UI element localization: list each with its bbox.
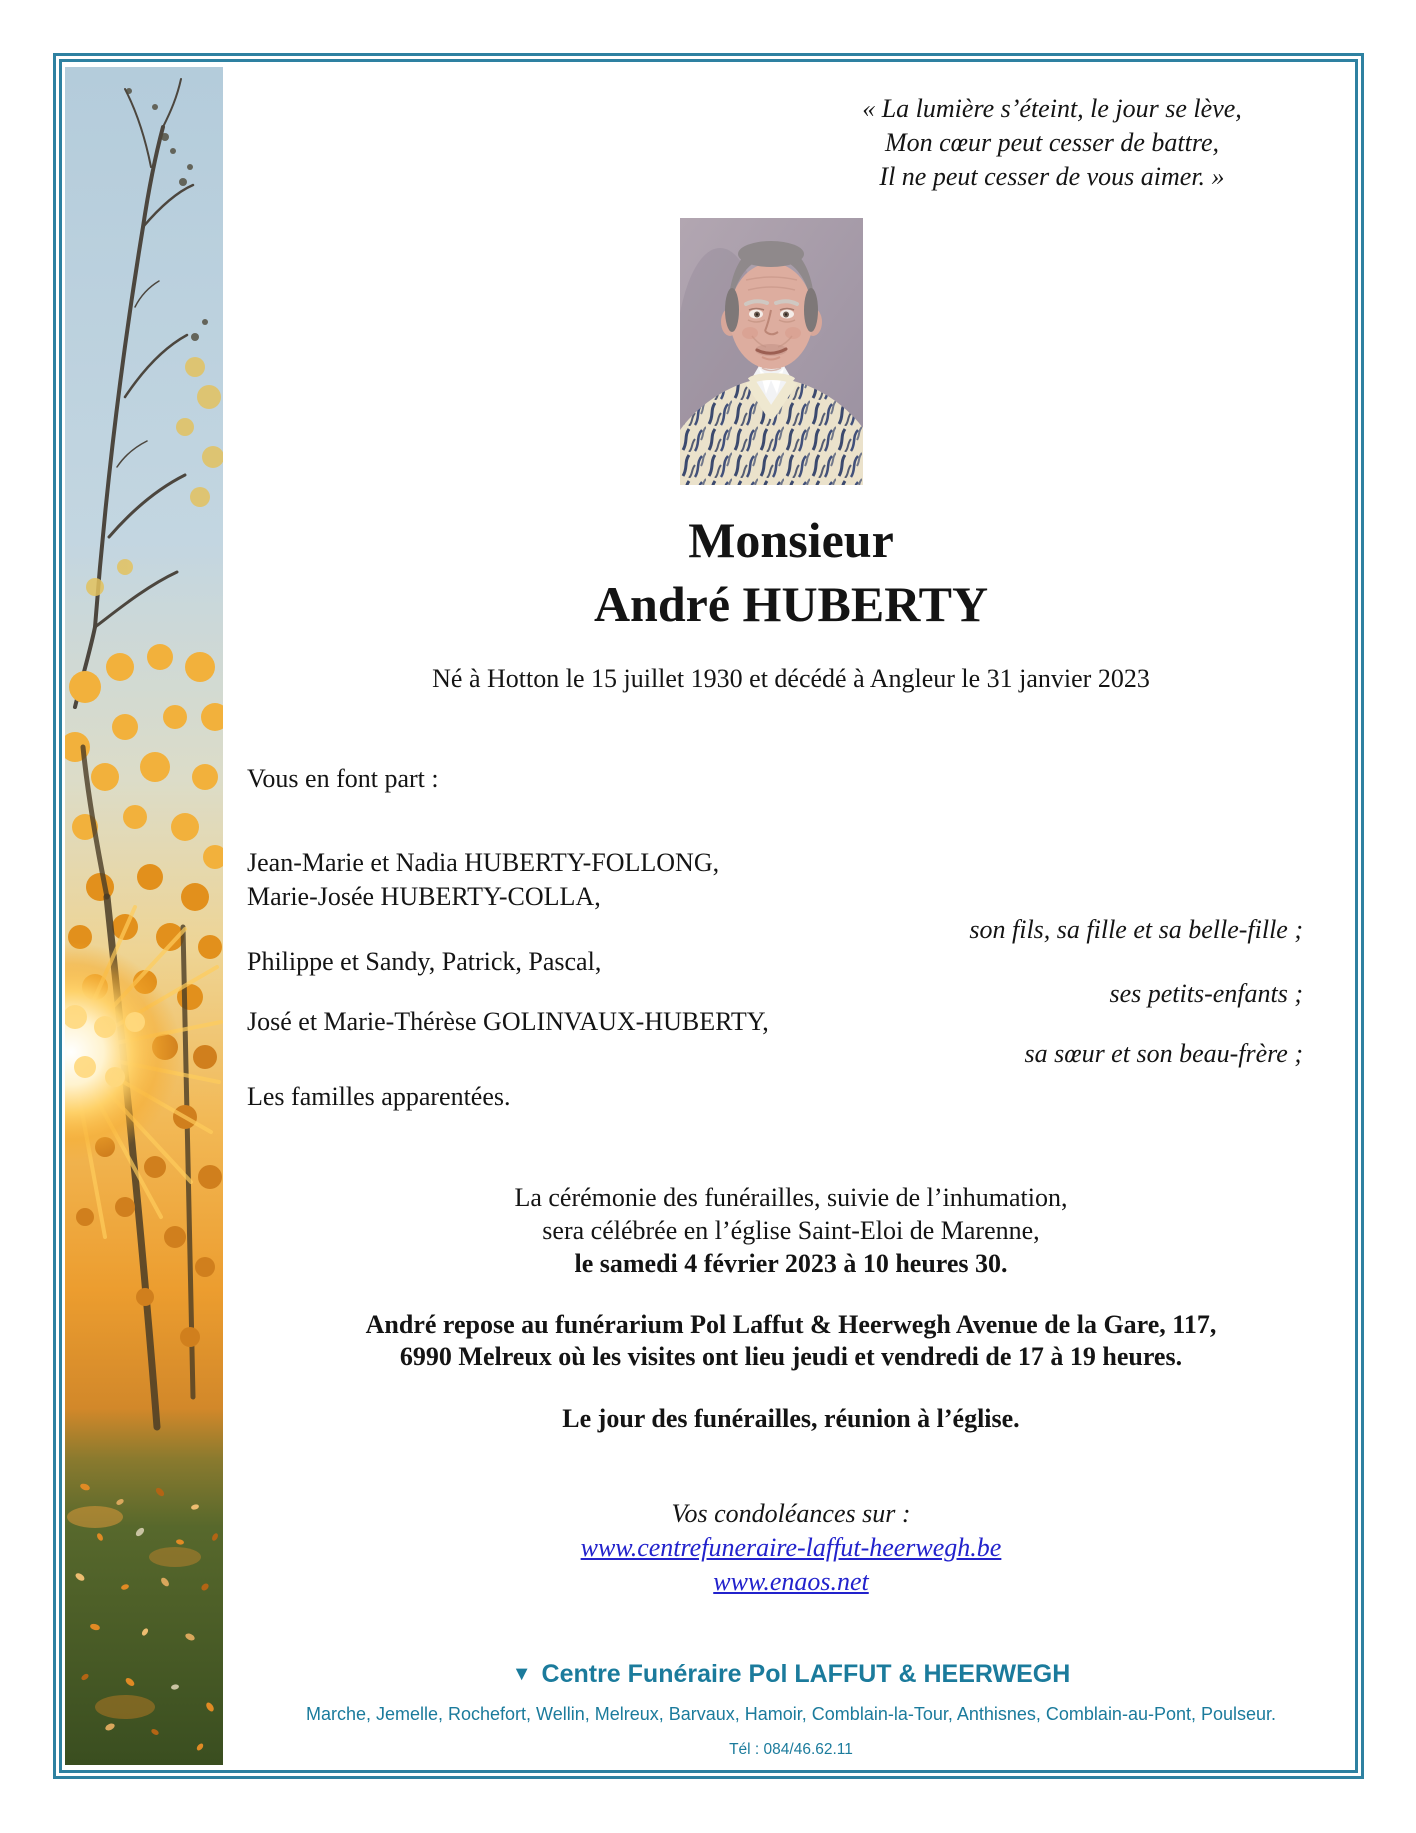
repose-line: André repose au funérarium Pol Laffut & Heerwegh Avenue de la Gare, 117, [365, 1310, 1217, 1339]
triangle-marker-icon: ▼ [511, 1663, 532, 1685]
condolences-block [221, 1497, 1361, 1599]
family-names-line: José et Marie-Thérèse GOLINVAUX-HUBERTY, [247, 1007, 769, 1036]
opening-quote [772, 92, 1332, 194]
portrait-illustration [680, 218, 863, 485]
family-names-line: Marie-Josée HUBERTY-COLLA, [247, 882, 601, 911]
quote-line: Il ne peut cesser de vous aimer. » [879, 162, 1225, 191]
condolences-link-2[interactable]: www.enaos.net [713, 1567, 869, 1596]
portrait-photo [680, 218, 863, 485]
company-name: Centre Funéraire Pol LAFFUT & HEERWEGH [541, 1660, 1071, 1688]
condolences-link-1[interactable]: www.centrefuneraire-laffut-heerwegh.be [580, 1533, 1002, 1562]
quote-line: Mon cœur peut cesser de battre, [884, 128, 1220, 157]
family-list [247, 842, 1303, 1142]
ceremony-details [221, 1181, 1361, 1280]
honorific: Monsieur [688, 512, 894, 568]
announcement-intro: Vous en font part : [247, 764, 439, 793]
company-phone: Tél : 084/46.62.11 [729, 1741, 853, 1758]
family-relation-line: son fils, sa fille et sa belle-fille ; [969, 915, 1303, 944]
life-dates: Né à Hotton le 15 juillet 1930 et décédé à Angleur le 31 janvier 2023 [432, 664, 1150, 693]
family-closing-line: Les familles apparentées. [247, 1082, 511, 1111]
ceremony-line: sera célébrée en l’église Saint-Eloi de Marenne, [542, 1216, 1040, 1245]
ceremony-date-line: le samedi 4 février 2023 à 10 heures 30. [574, 1249, 1008, 1278]
company-locations: Marche, Jemelle, Rochefort, Wellin, Melreux, Barvaux, Hamoir, Comblain-la-Tour, Anthisnes, Comblain-au-Pont, Poulseur. [305, 1704, 1277, 1724]
repose-line: 6990 Melreux où les visites ont lieu jeudi et vendredi de 17 à 19 heures. [399, 1342, 1183, 1371]
company-name-line [221, 1660, 1361, 1689]
autumn-photo [65, 67, 223, 1765]
autumn-photo-strip [65, 67, 223, 1765]
repose-details [221, 1309, 1361, 1373]
deceased-title-block [221, 508, 1361, 636]
family-relation-line: sa sœur et son beau-frère ; [1024, 1039, 1303, 1068]
condolences-label: Vos condoléances sur : [671, 1499, 911, 1528]
family-names-line: Jean-Marie et Nadia HUBERTY-FOLLONG, [247, 848, 720, 877]
deceased-name: André HUBERTY [593, 576, 989, 632]
funeral-meeting-note: Le jour des funérailles, réunion à l’église. [562, 1404, 1020, 1433]
family-relation-line: ses petits-enfants ; [1109, 979, 1303, 1008]
ceremony-line: La cérémonie des funérailles, suivie de l’inhumation, [514, 1183, 1068, 1212]
family-names-line: Philippe et Sandy, Patrick, Pascal, [247, 947, 602, 976]
quote-line: « La lumière s’éteint, le jour se lève, [862, 94, 1242, 123]
